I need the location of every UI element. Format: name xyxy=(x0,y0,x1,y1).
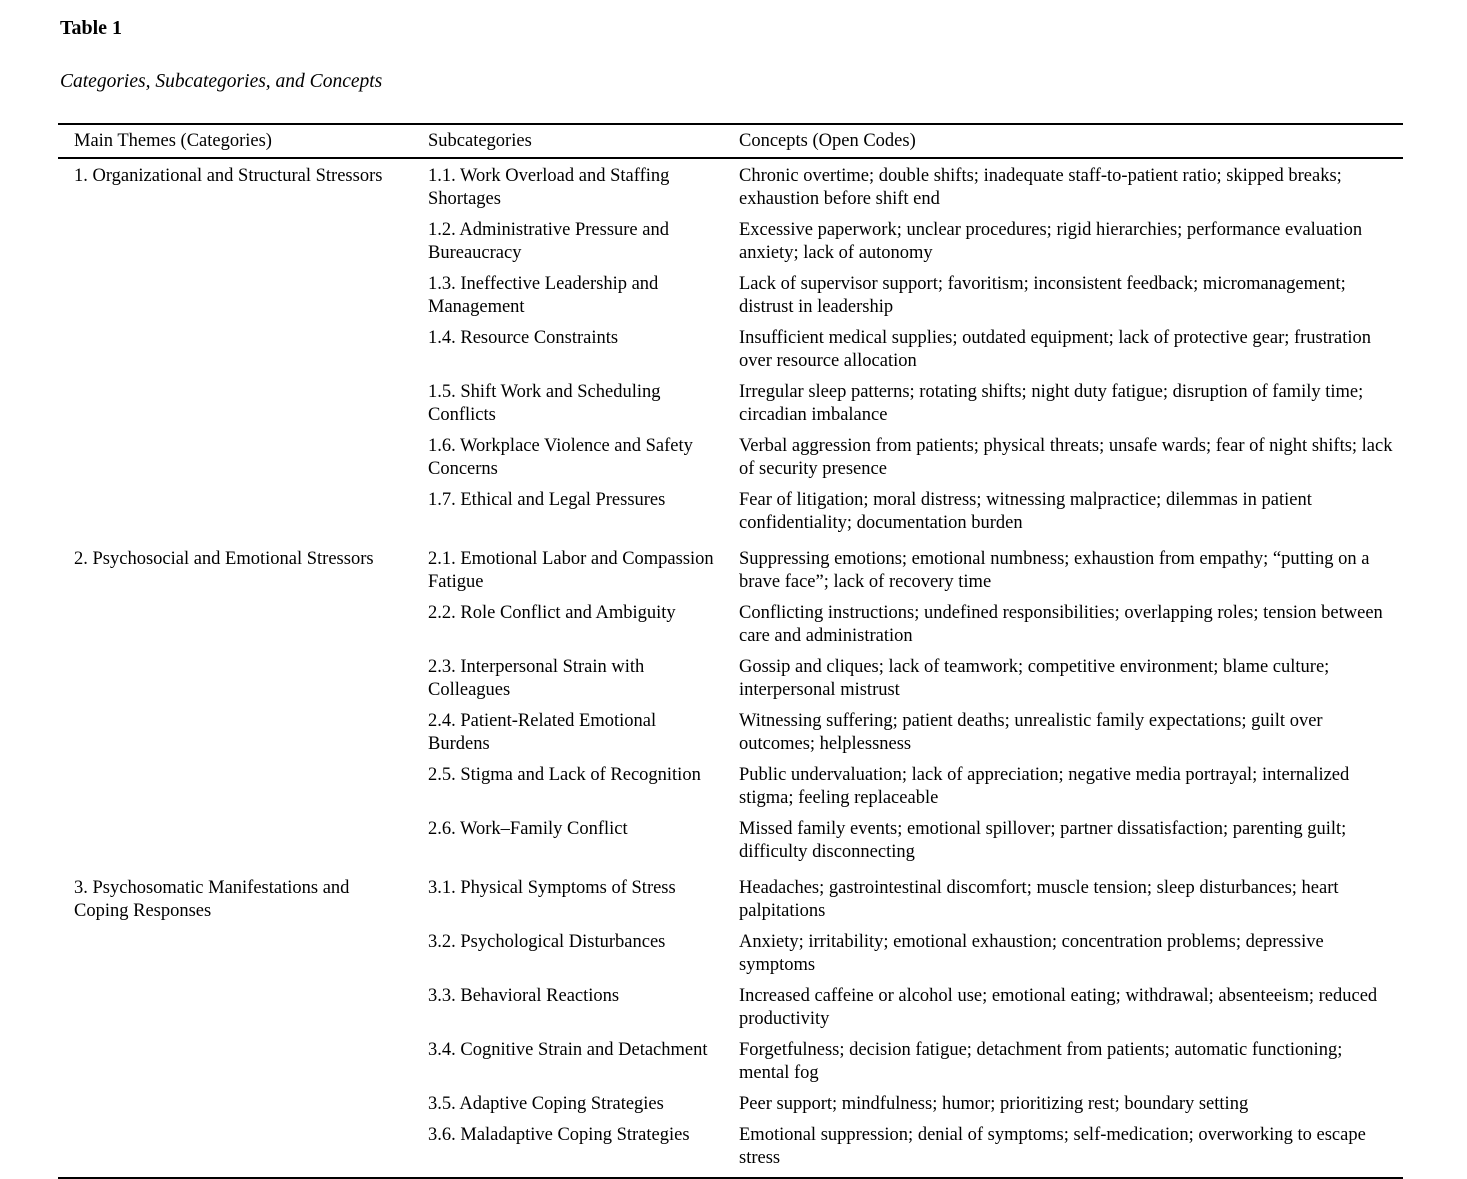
concepts-cell: Fear of litigation; moral distress; witnessing malpractice; dilemmas in patient confidentiality; documentation burden xyxy=(739,490,1312,533)
concepts-cell: Missed family events; emotional spillover; partner dissatisfaction; parenting guilt; difficulty disconnecting xyxy=(739,819,1347,862)
subcategory-cell: 3.1. Physical Symptoms of Stress xyxy=(428,878,676,898)
concepts-cell: Conflicting instructions; undefined responsibilities; overlapping roles; tension between care and administration xyxy=(739,603,1383,646)
subcategory-cell: 1.4. Resource Constraints xyxy=(428,328,619,348)
theme-cell: 1. Organizational and Structural Stressors xyxy=(74,166,383,186)
concepts-cell: Excessive paperwork; unclear procedures; rigid hierarchies; performance evaluation anxiety; lack of autonomy xyxy=(739,220,1363,263)
concepts-cell: Anxiety; irritability; emotional exhaustion; concentration problems; depressive symptoms xyxy=(739,932,1324,975)
header-row xyxy=(58,124,1403,158)
subcategory-cell: 2.6. Work–Family Conflict xyxy=(428,819,628,839)
subcategory-cell: 2.2. Role Conflict and Ambiguity xyxy=(428,603,676,623)
concepts-cell: Forgetfulness; decision fatigue; detachment from patients; automatic functioning; mental fog xyxy=(739,1040,1343,1083)
subcategory-cell: 1.7. Ethical and Legal Pressures xyxy=(428,490,666,510)
concepts-cell: Irregular sleep patterns; rotating shifts; night duty fatigue; disruption of family time; circadian imbalance xyxy=(739,382,1364,425)
subcategory-cell: 1.5. Shift Work and Scheduling Conflicts xyxy=(428,382,661,425)
concepts-cell: Headaches; gastrointestinal discomfort; muscle tension; sleep disturbances; heart palpitations xyxy=(739,878,1339,921)
table-body xyxy=(58,158,1403,1178)
subcategory-cell: 1.2. Administrative Pressure and Bureaucracy xyxy=(428,220,669,263)
subcategory-cell: 1.1. Work Overload and Staffing Shortages xyxy=(428,166,670,209)
concepts-cell: Peer support; mindfulness; humor; prioritizing rest; boundary setting xyxy=(739,1094,1249,1114)
concepts-cell: Chronic overtime; double shifts; inadequate staff-to-patient ratio; skipped breaks; exhaustion before shift end xyxy=(739,166,1342,209)
header-subcategories: Subcategories xyxy=(428,124,739,158)
table-row xyxy=(58,542,1403,601)
table-header xyxy=(58,124,1403,158)
concepts-cell: Lack of supervisor support; favoritism; inconsistent feedback; micromanagement; distrust in leadership xyxy=(739,274,1346,317)
table-label: Table 1 xyxy=(60,17,123,39)
subcategory-cell: 3.4. Cognitive Strain and Detachment xyxy=(428,1040,708,1060)
header-main-themes: Main Themes (Categories) xyxy=(58,124,428,158)
concepts-cell: Public undervaluation; lack of appreciation; negative media portrayal; internalized stigma; feeling replaceable xyxy=(739,765,1350,808)
subcategory-cell: 1.3. Ineffective Leadership and Management xyxy=(428,274,659,317)
subcategory-cell: 3.2. Psychological Disturbances xyxy=(428,932,666,952)
header-concepts: Concepts (Open Codes) xyxy=(739,124,1403,158)
subcategory-cell: 3.6. Maladaptive Coping Strategies xyxy=(428,1125,690,1145)
subcategory-cell: 1.6. Workplace Violence and Safety Concerns xyxy=(428,436,693,479)
subcategory-cell: 3.3. Behavioral Reactions xyxy=(428,986,620,1006)
subcategory-cell: 2.4. Patient-Related Emotional Burdens xyxy=(428,711,657,754)
concepts-cell: Witnessing suffering; patient deaths; unrealistic family expectations; guilt over outcomes; helplessness xyxy=(739,711,1323,754)
categories-table xyxy=(58,123,1403,1179)
subcategory-cell: 3.5. Adaptive Coping Strategies xyxy=(428,1094,664,1114)
subcategory-cell: 2.3. Interpersonal Strain with Colleagues xyxy=(428,657,645,700)
concepts-cell: Gossip and cliques; lack of teamwork; competitive environment; blame culture; interpersonal mistrust xyxy=(739,657,1330,700)
concepts-cell: Increased caffeine or alcohol use; emotional eating; withdrawal; absenteeism; reduced productivity xyxy=(739,986,1378,1029)
concepts-cell: Suppressing emotions; emotional numbness; exhaustion from empathy; “putting on a brave face”; lack of recovery time xyxy=(739,549,1370,592)
table-caption: Categories, Subcategories, and Concepts xyxy=(60,71,383,92)
subcategory-cell: 2.5. Stigma and Lack of Recognition xyxy=(428,765,701,785)
theme-cell: 3. Psychosomatic Manifestations and Coping Responses xyxy=(74,878,350,921)
table-row xyxy=(58,871,1403,930)
concepts-cell: Emotional suppression; denial of symptoms; self-medication; overworking to escape stress xyxy=(739,1125,1366,1168)
theme-cell: 2. Psychosocial and Emotional Stressors xyxy=(74,549,374,569)
subcategory-cell: 2.1. Emotional Labor and Compassion Fatigue xyxy=(428,549,714,592)
table-row xyxy=(58,158,1403,218)
concepts-cell: Verbal aggression from patients; physical threats; unsafe wards; fear of night shifts; lack of security presence xyxy=(739,436,1393,479)
concepts-cell: Insufficient medical supplies; outdated equipment; lack of protective gear; frustration over resource allocation xyxy=(739,328,1372,371)
